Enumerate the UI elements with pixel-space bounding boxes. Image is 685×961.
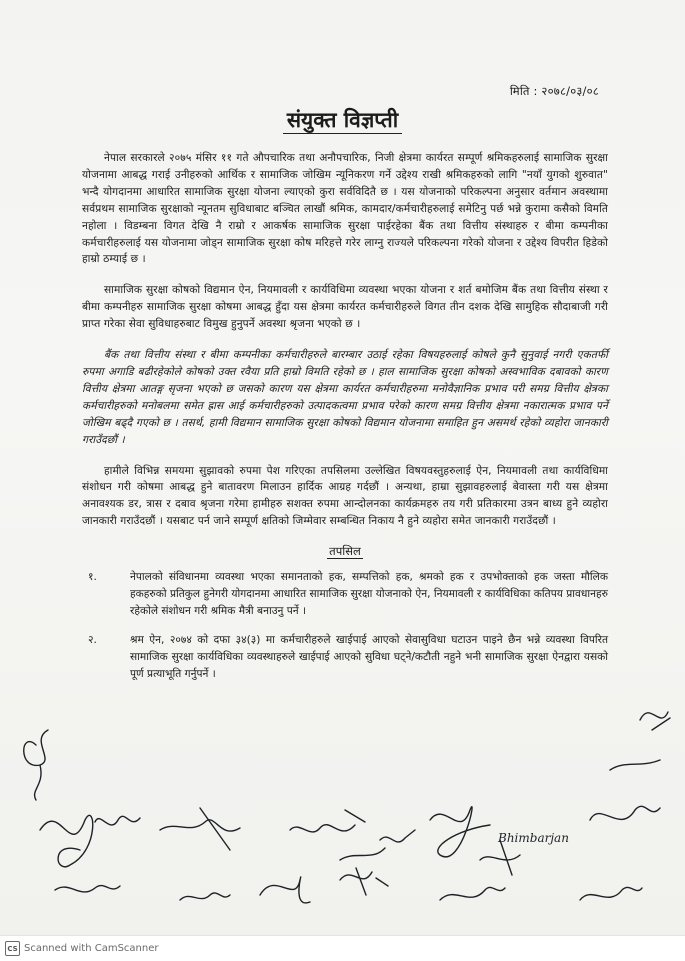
- tapsil-heading: [82, 544, 608, 559]
- margin-signature: [610, 760, 660, 770]
- paragraph-4: हामीले विभिन्न समयमा सुझावको रुपमा पेश गरिएका तपसिलमा उल्लेखित विषयवस्तुहरुलाई ऐन, नियमावली तथा कार्यविधिमा संशोधन गरी कोषमा आबद्ध हुने बातावरण मिलाउन हार्दिक आग्रह गर्दछौं । अन्यथा, हाम्रा सुझावहरुलाई बेवास्ता गरी यस क्षेत्रमा अनावश्यक डर, त्रास र दबाव श्रृजना गरेमा हामीहरु सशक्त रुपमा आन्दोलनका कार्यक्रमहरु तय गरी प्रतिकारमा उत्रन बाध्य हुने व्यहोरा जानकारी गराउँदछौं । यसबाट पर्न जाने सम्पूर्ण क्षतिको जिम्मेवार सम्बन्धित निकाय नै हुने व्यहोरा समेत जानकारी गराउँदछौं ।: [82, 464, 608, 528]
- signature: [160, 808, 240, 850]
- paragraph-3: बैंक तथा वित्तीय संस्था र बीमा कम्पनीका कर्मचारीहरुले बारम्बार उठाई रहेका विषयहरुलाई कोषले कुनै सुनुवाई नगरी एकतर्फी रुपमा अगाडि बढीरहेकोले कोषको उक्त रवैया प्रति हाम्रो विमति रहेको छ । हाल सामाजिक सुरक्षा कोषको अस्वभाविक दबावको कारण वित्तीय क्षेत्रमा आतङ्ग सृजना भएको छ जसको कारण यस क्षेत्रमा कार्यरत कर्मचारीहरुमा मनोवैज्ञानिक प्रभाव परी समग्र वित्तीय क्षेत्रका कर्मचारीहरुको मनोबलमा समेत ह्रास आई कर्मचारीहरुको उत्पादकत्वमा प्रभाव परेको कारण समग्र वित्तीय क्षेत्रमा नकारात्मक प्रभाव पर्ने जोखिम बढ्दै गएको छ । तसर्थ, हामी विद्यमान सामाजिक सुरक्षा कोषको विद्यमान योजनामा समाहित हुन असमर्थ रहेको व्यहोरा जानकारी गराउँदछौं ।: [82, 349, 608, 446]
- signature: [380, 830, 415, 842]
- signature: [580, 887, 642, 900]
- margin-signature: [640, 712, 670, 730]
- list-item: [82, 569, 608, 620]
- signature: [55, 886, 120, 892]
- document-title-text: संयुक्त विज्ञप्ती: [283, 107, 402, 134]
- list-item: [82, 632, 608, 683]
- list-item-number: २.: [88, 633, 97, 646]
- signature: [590, 806, 660, 820]
- signature: [180, 893, 230, 900]
- paragraph-1: नेपाल सरकारले २०७५ मंसिर ११ गते औपचारिक तथा अनौपचारिक, निजी क्षेत्रमा कार्यरत सम्पूर्ण श्रमिकहरुलाई सामाजिक सुरक्षा योजनामा आबद्ध गराई उनीहरुको आर्थिक र सामाजिक जोखिम न्यूनिकरण गर्ने उद्देश्य राखी श्रमिकहरुको लागि "नयाँ युगको शुरुवात" भन्दै योगदानमा आधारित सामाजिक सुरक्षा योजना ल्याएको कुरा सर्वविदितै छ । यस योजनाको परिकल्पना अनुसार वर्तमान अवस्थामा सर्वप्रथम सामाजिक सुरक्षाको न्यूनतम सुविधाबाट बञ्चित लाखौं श्रमिक, कामदार/कर्मचारीहरुलाई समेटिनु पर्छ भन्ने कुरामा कसैको विमति नहोला । विडम्बना विगत देखि नै राम्रो र आकर्षक सामाजिक सुरक्षा पाईरहेका बैंक तथा वित्तीय संस्थाहरु र बीमा कम्पनीका कर्मचारीहरुलाई यस योजनामा जोड्न सामाजिक सुरक्षा कोष मरिहत्ते गरेर लाग्नु राज्यले परिकल्पना गरेको योजना र उद्देश्य विपरीत हिडेको हाम्रो ठम्याई छ ।: [82, 152, 608, 266]
- signature: [440, 887, 505, 900]
- paragraph-2: सामाजिक सुरक्षा कोषको विद्यमान ऐन, नियमावली र कार्यविधिमा व्यवस्था भएका योजना र शर्त बमोजिम बैंक तथा वित्तीय संस्था र बीमा कम्पनीहरु सामाजिक सुरक्षा कोषमा आबद्ध हुँदा यस क्षेत्रमा कार्यरत कर्मचारीहरुले विगत तीन दशक देखि सामुहिक सौदाबाजी गरी प्राप्त गरेका सेवा सुविधाहरुबाट विमुख हुनुपर्ने अवस्था श्रृजना भएको छ ।: [82, 284, 608, 331]
- signature: [95, 816, 140, 825]
- signature: [480, 840, 520, 875]
- signature-text: Bhimbarjan: [498, 831, 569, 845]
- document-body: [82, 150, 608, 695]
- signatures-area: [0, 690, 685, 935]
- signature: [260, 877, 310, 903]
- document-title: [0, 106, 685, 134]
- tapsil-heading-text: तपसिल: [329, 544, 361, 559]
- signature: [40, 815, 93, 866]
- list-item-text: श्रम ऐन, २०७४ को दफा ३४(३) मा कर्मचारीहरुले खाईपाई आएको सेवासुविधा घटाउन पाइने छैन भन्ने व्यवस्था विपरित सामाजिक सुरक्षा कार्यविधिका व्यवस्थाहरुले खाईपाई आएको सुविधा घट्ने/कटौती नहुने भनी सामाजिक सुरक्षा ऐनद्वारा यसको पूर्ण प्रत्याभूति गर्नुपर्ने ।: [130, 633, 608, 680]
- margin-signature: [24, 730, 48, 800]
- scanner-footer: [0, 935, 685, 961]
- list-item-text: नेपालको संविधानमा व्यवस्था भएका समानताको हक, सम्पत्तिको हक, श्रमको हक र उपभोक्ताको हक जस्ता मौलिक हकहरुको प्रतिकुल हुनेगरी योगदानमा आधारित सामाजिक सुरक्षा योजनाको ऐन, नियमावली र कार्यविधिका कतिपय प्रावधानहरु रहेकोले संशोधन गरी श्रमिक मैत्री बनाउनु पर्ने ।: [130, 571, 608, 617]
- signature: [290, 810, 365, 832]
- signature: [340, 868, 388, 895]
- signature: [340, 848, 385, 860]
- document-date: मिति : २०७८/०३/०८: [509, 84, 599, 98]
- list-item-number: १.: [88, 571, 97, 584]
- scanner-text: Scanned with CamScanner: [24, 943, 159, 954]
- camscanner-brand: [5, 941, 159, 956]
- signature: [430, 807, 490, 857]
- camscanner-logo-icon: CS: [5, 941, 20, 956]
